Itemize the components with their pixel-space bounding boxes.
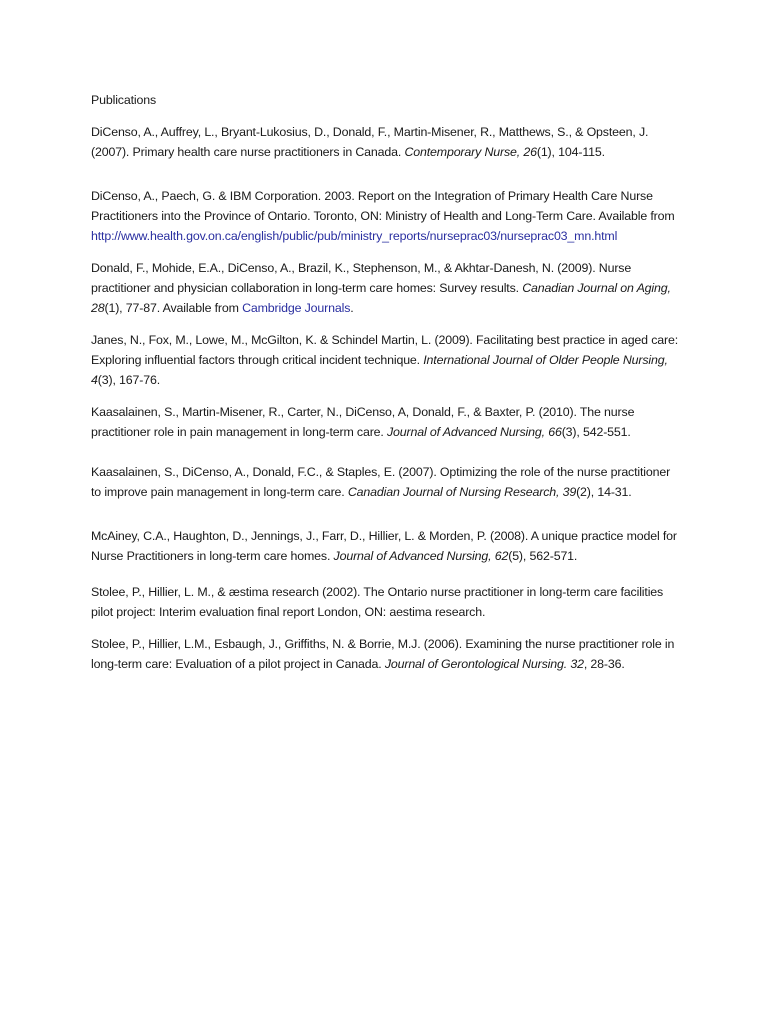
reference-citation: (1), 77-87. Available from <box>104 301 243 315</box>
reference-entry <box>91 634 681 674</box>
cambridge-journals-link[interactable]: Cambridge Journals <box>242 301 351 315</box>
journal-title: Contemporary Nurse, 26 <box>404 145 537 159</box>
page-title: Publications <box>91 93 157 107</box>
reference-text: Kaasalainen, S., Martin-Misener, R., Carter, N., DiCenso, A, Donald, F., & Baxter, P. (2010). The nurse practitioner role in pain management in long-term care. <box>91 405 635 439</box>
reference-entry <box>91 402 681 442</box>
document-page <box>91 90 681 674</box>
reference-citation: (1), 104-115. <box>536 145 605 159</box>
reference-text: Stolee, P., Hillier, L. M., & æstima research (2002). The Ontario nurse practitioner in long-term care facilities pilot project: Interim evaluation final report London, ON: aestima research. <box>91 585 664 619</box>
reference-entry <box>91 582 681 622</box>
reference-citation: (5), 562-571. <box>508 549 578 563</box>
reference-entry <box>91 526 681 566</box>
reference-citation: (3), 167-76. <box>97 373 161 387</box>
reference-text: Donald, F., Mohide, E.A., DiCenso, A., Brazil, K., Stephenson, M., & Akhtar-Danesh, N. (2009). Nurse practitioner and physician collaboration in long-term care homes: Survey results. <box>91 261 632 295</box>
reference-url-link[interactable]: http://www.health.gov.on.ca/english/public/pub/ministry_reports/nurseprac03/nurseprac03_mn.html <box>91 229 618 243</box>
reference-tail: . <box>350 301 354 315</box>
reference-citation: (2), 14-31. <box>576 485 632 499</box>
journal-title: Journal of Gerontological Nursing. 32 <box>384 657 584 671</box>
reference-text: McAiney, C.A., Haughton, D., Jennings, J., Farr, D., Hillier, L. & Morden, P. (2008). A unique practice model for Nurse Practitioners in long-term care homes. <box>91 529 677 563</box>
reference-entry <box>91 330 681 390</box>
reference-entry <box>91 186 681 246</box>
reference-text: DiCenso, A., Auffrey, L., Bryant-Lukosius, D., Donald, F., Martin-Misener, R., Matthews, S., & Opsteen, J. (2007). Primary health care nurse practitioners in Canada. <box>91 125 649 159</box>
journal-title: International Journal of Older People Nursing, 4 <box>91 353 668 387</box>
journal-title: Journal of Advanced Nursing, 66 <box>387 425 562 439</box>
reference-text: Stolee, P., Hillier, L.M., Esbaugh, J., Griffiths, N. & Borrie, M.J. (2006). Examining the nurse practitioner role in long-term care: Evaluation of a pilot project in Canada. <box>91 637 675 671</box>
reference-entry <box>91 122 681 162</box>
reference-text: DiCenso, A., Paech, G. & IBM Corporation. 2003. Report on the Integration of Primary Health Care Nurse Practitioners into the Province of Ontario. Toronto, ON: Ministry of Health and Long-Term Care. Available from <box>91 189 675 223</box>
journal-title: Canadian Journal of Nursing Research, 39 <box>347 485 577 499</box>
reference-citation: , 28-36. <box>583 657 625 671</box>
reference-entry <box>91 462 681 502</box>
journal-title: Journal of Advanced Nursing, 62 <box>333 549 509 563</box>
reference-text: Kaasalainen, S., DiCenso, A., Donald, F.C., & Staples, E. (2007). Optimizing the role of the nurse practitioner to improve pain management in long-term care. <box>91 465 671 499</box>
reference-citation: (3), 542-551. <box>561 425 631 439</box>
reference-entry <box>91 258 681 318</box>
journal-title: Canadian Journal on Aging, 28 <box>91 281 671 315</box>
reference-text: Janes, N., Fox, M., Lowe, M., McGilton, K. & Schindel Martin, L. (2009). Facilitating best practice in aged care: Exploring influential factors through critical incident technique. <box>91 333 679 367</box>
